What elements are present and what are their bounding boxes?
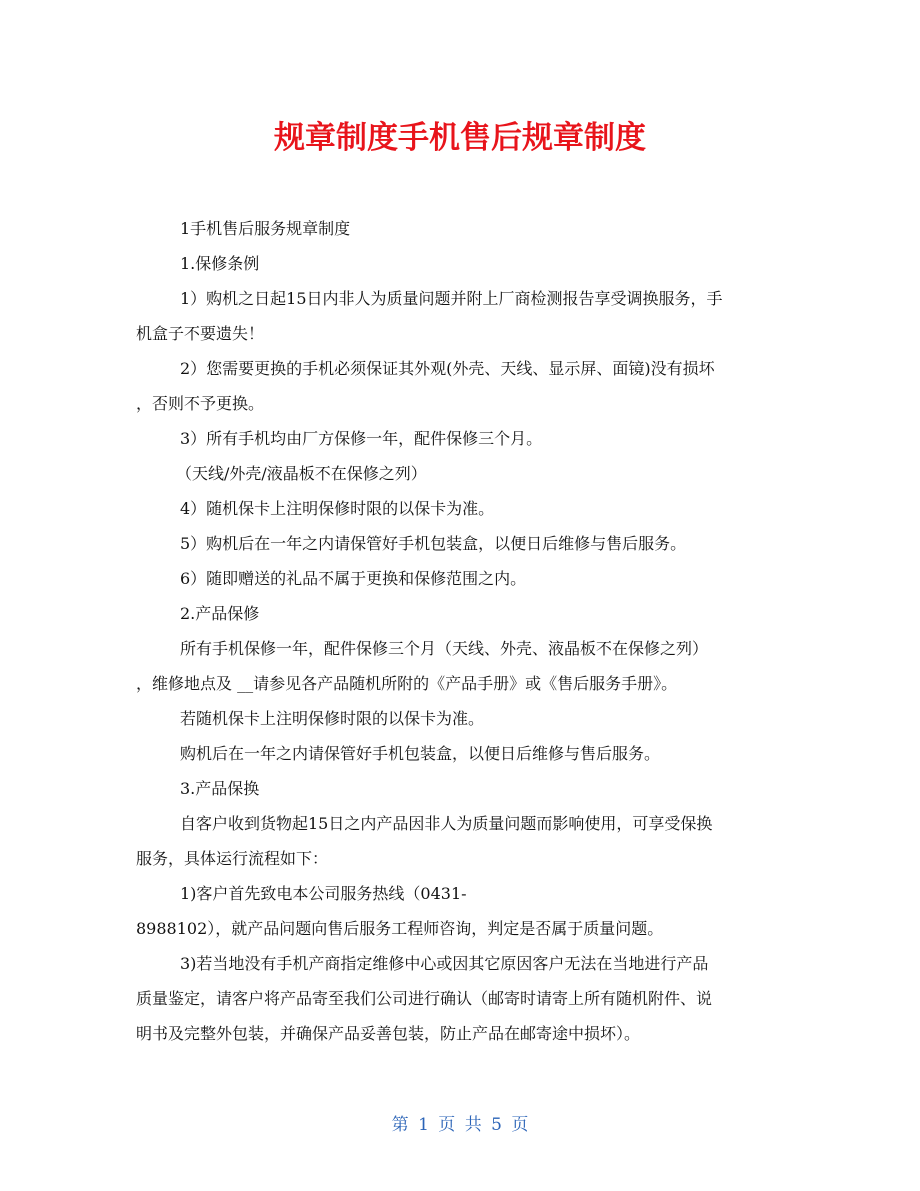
section-heading: 2.产品保修 bbox=[180, 604, 260, 623]
paragraph-line: 8988102），就产品问题向售后服务工程师咨询，判定是否属于质量问题。 bbox=[136, 919, 664, 938]
document-body bbox=[136, 211, 788, 1051]
paragraph-line: 2）您需要更换的手机必须保证其外观(外壳、天线、显示屏、面镜)没有损坏 bbox=[180, 359, 715, 378]
paragraph-line: 1)客户首先致电本公司服务热线（0431- bbox=[180, 884, 467, 903]
paragraph-line: 6）随即赠送的礼品不属于更换和保修范围之内。 bbox=[180, 569, 527, 588]
paragraph-line: 机盒子不要遗失！ bbox=[136, 324, 265, 343]
document-title: 规章制度手机售后规章制度 bbox=[274, 120, 646, 156]
paragraph-line: 3）所有手机均由厂方保修一年，配件保修三个月。 bbox=[180, 429, 543, 448]
paragraph-line: 3)若当地没有手机产商指定维修中心或因其它原因客户无法在当地进行产品 bbox=[180, 954, 709, 973]
paragraph-line: 若随机保卡上注明保修时限的以保卡为准。 bbox=[180, 709, 485, 728]
paragraph-line: （天线/外壳/液晶板不在保修之列） bbox=[176, 464, 427, 483]
section-heading: 3.产品保换 bbox=[180, 779, 260, 798]
paragraph-line: 1）购机之日起15日内非人为质量问题并附上厂商检测报告享受调换服务，手 bbox=[180, 289, 723, 308]
paragraph-line: 自客户收到货物起15日之内产品因非人为质量问题而影响使用，可享受保换 bbox=[180, 814, 713, 833]
paragraph-line: ，维修地点及 __请参见各产品随机所附的《产品手册》或《售后服务手册》。 bbox=[136, 674, 678, 693]
paragraph-line: 5）购机后在一年之内请保管好手机包装盒，以便日后维修与售后服务。 bbox=[180, 534, 687, 553]
paragraph-line: 1手机售后服务规章制度 bbox=[180, 219, 351, 238]
page-number: 第 1 页 共 5 页 bbox=[391, 1115, 529, 1135]
paragraph-line: 服务，具体运行流程如下： bbox=[136, 849, 329, 868]
paragraph-line: 质量鉴定，请客户将产品寄至我们公司进行确认（邮寄时请寄上所有随机附件、说 bbox=[136, 989, 713, 1008]
paragraph-line: ，否则不予更换。 bbox=[136, 394, 265, 413]
paragraph-line: 所有手机保修一年，配件保修三个月（天线、外壳、液晶板不在保修之列） bbox=[180, 639, 709, 658]
paragraph-line: 购机后在一年之内请保管好手机包装盒，以便日后维修与售后服务。 bbox=[180, 744, 661, 763]
paragraph-line: 明书及完整外包装，并确保产品妥善包装，防止产品在邮寄途中损坏）。 bbox=[136, 1024, 641, 1043]
paragraph-line: 4）随机保卡上注明保修时限的以保卡为准。 bbox=[180, 499, 495, 518]
section-heading: 1.保修条例 bbox=[180, 254, 260, 273]
